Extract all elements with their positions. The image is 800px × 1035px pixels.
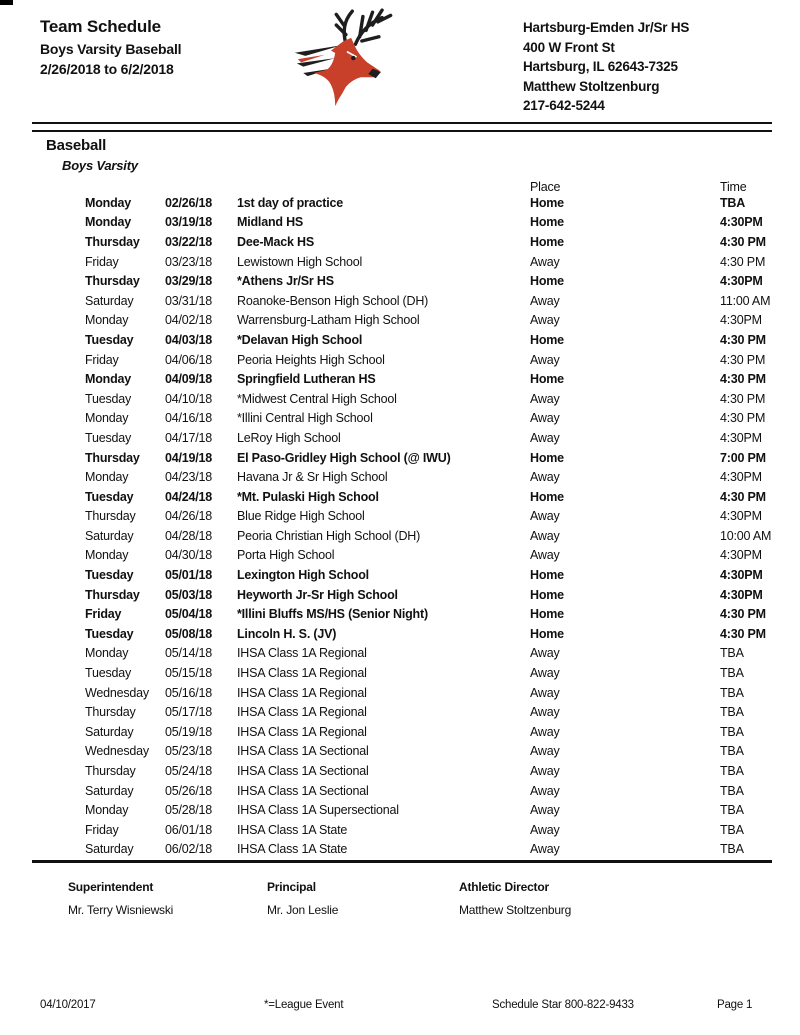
table-row (85, 840, 800, 860)
row-date: 03/22/18 (165, 234, 213, 249)
school-info-block (523, 18, 689, 116)
table-row (85, 271, 800, 291)
row-date: 04/10/18 (165, 391, 213, 406)
row-time: TBA (720, 724, 744, 739)
row-place: Away (530, 509, 560, 524)
row-time: 4:30PM (720, 430, 762, 445)
row-place: Away (530, 764, 560, 779)
row-date: 06/01/18 (165, 822, 213, 837)
print-date: 04/10/2017 (40, 999, 96, 1011)
row-time: 4:30PM (720, 470, 762, 485)
table-bottom-divider (32, 860, 772, 863)
row-day: Friday (85, 352, 119, 367)
row-place: Home (530, 489, 564, 504)
row-time: 4:30PM (720, 274, 763, 289)
row-event: Porta High School (237, 548, 335, 563)
table-row (85, 585, 800, 605)
row-day: Friday (85, 254, 119, 269)
row-time: 10:00 AM (720, 528, 772, 543)
row-event: IHSA Class 1A Sectional (237, 764, 369, 779)
row-event: Lexington High School (237, 568, 369, 583)
table-row (85, 428, 800, 448)
row-time: TBA (720, 705, 744, 720)
row-day: Thursday (85, 764, 136, 779)
row-date: 05/08/18 (165, 626, 213, 641)
row-day: Tuesday (85, 332, 134, 347)
row-time: 4:30PM (720, 548, 762, 563)
row-event: *Athens Jr/Sr HS (237, 274, 334, 289)
row-date: 05/17/18 (165, 705, 213, 720)
row-date: 05/03/18 (165, 587, 213, 602)
row-place: Away (530, 842, 560, 857)
header-divider (32, 122, 772, 132)
row-time: 4:30PM (720, 509, 762, 524)
table-row (85, 526, 800, 546)
row-place: Home (530, 195, 564, 210)
row-date: 06/02/18 (165, 842, 213, 857)
row-date: 05/16/18 (165, 685, 213, 700)
row-event: IHSA Class 1A Sectional (237, 744, 369, 759)
row-event: Heyworth Jr-Sr High School (237, 587, 398, 602)
row-event: IHSA Class 1A State (237, 822, 348, 837)
row-event: El Paso-Gridley High School (@ IWU) (237, 450, 451, 465)
row-date: 04/19/18 (165, 450, 213, 465)
table-row (85, 487, 800, 507)
row-day: Monday (85, 470, 129, 485)
row-event: 1st day of practice (237, 195, 343, 210)
row-event: Warrensburg-Latham High School (237, 313, 420, 328)
row-time: 11:00 AM (720, 293, 771, 308)
superintendent-name: Mr. Terry Wisniewski (68, 903, 174, 917)
row-day: Saturday (85, 783, 134, 798)
row-day: Monday (85, 372, 132, 387)
row-date: 04/06/18 (165, 352, 213, 367)
table-row (85, 702, 800, 722)
row-time: TBA (720, 646, 744, 661)
row-place: Home (530, 568, 564, 583)
table-row (85, 330, 800, 350)
row-time: TBA (720, 764, 744, 779)
row-place: Home (530, 626, 564, 641)
row-date: 04/28/18 (165, 528, 213, 543)
row-date: 05/19/18 (165, 724, 213, 739)
table-row (85, 369, 800, 389)
row-event: LeRoy High School (237, 430, 341, 445)
table-row (85, 291, 800, 311)
team-level-heading: Boys Varsity (62, 158, 138, 173)
row-place: Home (530, 450, 564, 465)
table-row (85, 663, 800, 683)
row-date: 05/24/18 (165, 764, 213, 779)
row-time: TBA (720, 842, 744, 857)
row-event: *Illini Central High School (237, 411, 373, 426)
table-row (85, 311, 800, 331)
row-day: Monday (85, 195, 132, 210)
table-row (85, 389, 800, 409)
school-phone: 217-642-5244 (523, 98, 605, 113)
row-day: Thursday (85, 587, 140, 602)
row-place: Home (530, 587, 564, 602)
table-row (85, 644, 800, 664)
row-event: IHSA Class 1A Sectional (237, 783, 369, 798)
row-date: 05/23/18 (165, 744, 213, 759)
table-row (85, 761, 800, 781)
scan-artifact (0, 0, 13, 5)
table-row (85, 565, 800, 585)
row-time: TBA (720, 822, 744, 837)
table-row (85, 409, 800, 429)
row-time: 4:30 PM (720, 411, 766, 426)
row-date: 04/03/18 (165, 332, 213, 347)
row-date: 02/26/18 (165, 195, 213, 210)
table-row (85, 722, 800, 742)
row-event: *Mt. Pulaski High School (237, 489, 379, 504)
row-place: Home (530, 332, 564, 347)
table-body (85, 193, 800, 859)
row-place: Away (530, 254, 560, 269)
row-place: Away (530, 470, 560, 485)
table-row (85, 683, 800, 703)
row-time: TBA (720, 666, 744, 681)
table-row (85, 232, 800, 252)
row-time: 4:30PM (720, 568, 763, 583)
row-time: 4:30PM (720, 587, 763, 602)
table-header-row (85, 180, 800, 193)
athletic-director-name: Matthew Stoltzenburg (459, 903, 572, 917)
row-place: Away (530, 685, 560, 700)
row-time: 4:30PM (720, 313, 762, 328)
table-row (85, 800, 800, 820)
row-date: 04/30/18 (165, 548, 213, 563)
row-event: IHSA Class 1A Regional (237, 646, 367, 661)
table-row (85, 252, 800, 272)
row-day: Wednesday (85, 685, 149, 700)
row-date: 04/24/18 (165, 489, 213, 504)
row-time: TBA (720, 685, 744, 700)
row-place: Home (530, 607, 564, 622)
school-address1: 400 W Front St (523, 39, 615, 55)
row-place: Home (530, 274, 564, 289)
row-date: 04/17/18 (165, 430, 213, 445)
col-header-place: Place (530, 180, 561, 194)
table-row (85, 781, 800, 801)
row-event: Dee-Mack HS (237, 234, 314, 249)
row-event: *Illini Bluffs MS/HS (Senior Night) (237, 607, 428, 622)
row-day: Saturday (85, 724, 134, 739)
row-day: Tuesday (85, 568, 134, 583)
row-date: 05/04/18 (165, 607, 213, 622)
row-day: Tuesday (85, 391, 132, 406)
row-day: Saturday (85, 842, 134, 857)
league-event-legend: *=League Event (264, 999, 344, 1011)
row-place: Away (530, 391, 560, 406)
school-address2: Hartsburg, IL 62643-7325 (523, 59, 678, 74)
row-place: Away (530, 313, 560, 328)
row-place: Away (530, 803, 560, 818)
row-event: IHSA Class 1A Regional (237, 685, 367, 700)
row-date: 04/02/18 (165, 313, 213, 328)
row-place: Away (530, 293, 560, 308)
row-day: Thursday (85, 450, 140, 465)
row-day: Tuesday (85, 430, 132, 445)
table-row (85, 350, 800, 370)
table-row (85, 820, 800, 840)
row-event: *Delavan High School (237, 332, 363, 347)
row-event: Lewistown High School (237, 254, 363, 269)
table-row (85, 213, 800, 233)
row-event: Havana Jr & Sr High School (237, 470, 388, 485)
row-place: Away (530, 744, 560, 759)
table-row (85, 467, 800, 487)
table-row (85, 604, 800, 624)
row-place: Away (530, 666, 560, 681)
row-day: Friday (85, 822, 119, 837)
row-day: Tuesday (85, 489, 134, 504)
row-event: Peoria Heights High School (237, 352, 385, 367)
stag-head-logo-icon (292, 8, 404, 106)
row-day: Thursday (85, 274, 140, 289)
page-number: Page 1 (717, 999, 753, 1011)
row-event: Roanoke-Benson High School (DH) (237, 293, 429, 308)
row-time: 4:30 PM (720, 489, 766, 504)
row-date: 04/23/18 (165, 470, 213, 485)
table-row (85, 448, 800, 468)
row-day: Tuesday (85, 666, 132, 681)
row-day: Saturday (85, 293, 134, 308)
page-title: Team Schedule (40, 17, 161, 36)
row-time: 4:30PM (720, 215, 763, 230)
row-date: 05/28/18 (165, 803, 213, 818)
row-day: Thursday (85, 705, 136, 720)
principal-name: Mr. Jon Leslie (267, 903, 339, 917)
superintendent-label: Superintendent (68, 880, 154, 894)
row-day: Monday (85, 215, 132, 230)
row-event: Lincoln H. S. (JV) (237, 626, 337, 641)
row-day: Saturday (85, 528, 134, 543)
table-row (85, 546, 800, 566)
row-date: 04/16/18 (165, 411, 213, 426)
row-date: 05/26/18 (165, 783, 213, 798)
row-day: Thursday (85, 234, 140, 249)
row-place: Away (530, 724, 560, 739)
row-place: Away (530, 548, 560, 563)
row-date: 05/01/18 (165, 568, 213, 583)
row-place: Away (530, 411, 560, 426)
table-row (85, 624, 800, 644)
row-time: 4:30 PM (720, 607, 766, 622)
row-time: 4:30 PM (720, 626, 766, 641)
row-place: Away (530, 646, 560, 661)
row-day: Monday (85, 313, 129, 328)
row-time: 7:00 PM (720, 450, 766, 465)
row-date: 04/26/18 (165, 509, 213, 524)
row-day: Thursday (85, 509, 136, 524)
row-day: Tuesday (85, 626, 134, 641)
row-event: IHSA Class 1A Supersectional (237, 803, 399, 818)
table-row (85, 193, 800, 213)
row-date: 04/09/18 (165, 372, 213, 387)
row-time: 4:30 PM (720, 332, 766, 347)
row-day: Monday (85, 548, 129, 563)
row-event: Springfield Lutheran HS (237, 372, 376, 387)
row-date: 03/31/18 (165, 293, 213, 308)
vendor-info: Schedule Star 800-822-9433 (492, 999, 634, 1011)
row-event: Midland HS (237, 215, 304, 230)
table-row (85, 507, 800, 527)
row-date: 03/29/18 (165, 274, 213, 289)
row-time: 4:30 PM (720, 352, 766, 367)
row-event: IHSA Class 1A Regional (237, 666, 367, 681)
row-day: Monday (85, 411, 129, 426)
row-event: Blue Ridge High School (237, 509, 365, 524)
sport-heading: Baseball (46, 137, 107, 154)
principal-label: Principal (267, 880, 316, 894)
row-day: Friday (85, 607, 122, 622)
schedule-table (85, 180, 800, 859)
row-time: TBA (720, 744, 744, 759)
row-place: Home (530, 234, 564, 249)
row-time: TBA (720, 783, 744, 798)
row-time: 4:30 PM (720, 391, 766, 406)
row-place: Away (530, 352, 560, 367)
row-day: Wednesday (85, 744, 149, 759)
row-time: 4:30 PM (720, 234, 766, 249)
date-range: 2/26/2018 to 6/2/2018 (40, 61, 174, 77)
row-time: 4:30 PM (720, 254, 766, 269)
row-date: 05/14/18 (165, 646, 213, 661)
school-contact: Matthew Stoltzenburg (523, 78, 660, 94)
row-time: TBA (720, 803, 744, 818)
row-place: Away (530, 705, 560, 720)
row-place: Away (530, 430, 560, 445)
row-place: Away (530, 528, 560, 543)
row-date: 03/23/18 (165, 254, 213, 269)
school-name: Hartsburg-Emden Jr/Sr HS (523, 20, 690, 35)
row-date: 05/15/18 (165, 666, 213, 681)
row-date: 03/19/18 (165, 215, 213, 230)
row-place: Away (530, 783, 560, 798)
table-row (85, 742, 800, 762)
row-place: Away (530, 822, 560, 837)
row-place: Home (530, 372, 564, 387)
row-event: IHSA Class 1A State (237, 842, 348, 857)
row-day: Monday (85, 803, 129, 818)
athletic-director-label: Athletic Director (459, 880, 549, 894)
team-subtitle: Boys Varsity Baseball (40, 41, 182, 57)
row-event: *Midwest Central High School (237, 391, 397, 406)
row-time: TBA (720, 195, 746, 210)
row-time: 4:30 PM (720, 372, 766, 387)
row-event: Peoria Christian High School (DH) (237, 528, 421, 543)
row-day: Monday (85, 646, 129, 661)
row-event: IHSA Class 1A Regional (237, 705, 367, 720)
row-place: Home (530, 215, 564, 230)
row-event: IHSA Class 1A Regional (237, 724, 367, 739)
col-header-time: Time (720, 180, 747, 194)
